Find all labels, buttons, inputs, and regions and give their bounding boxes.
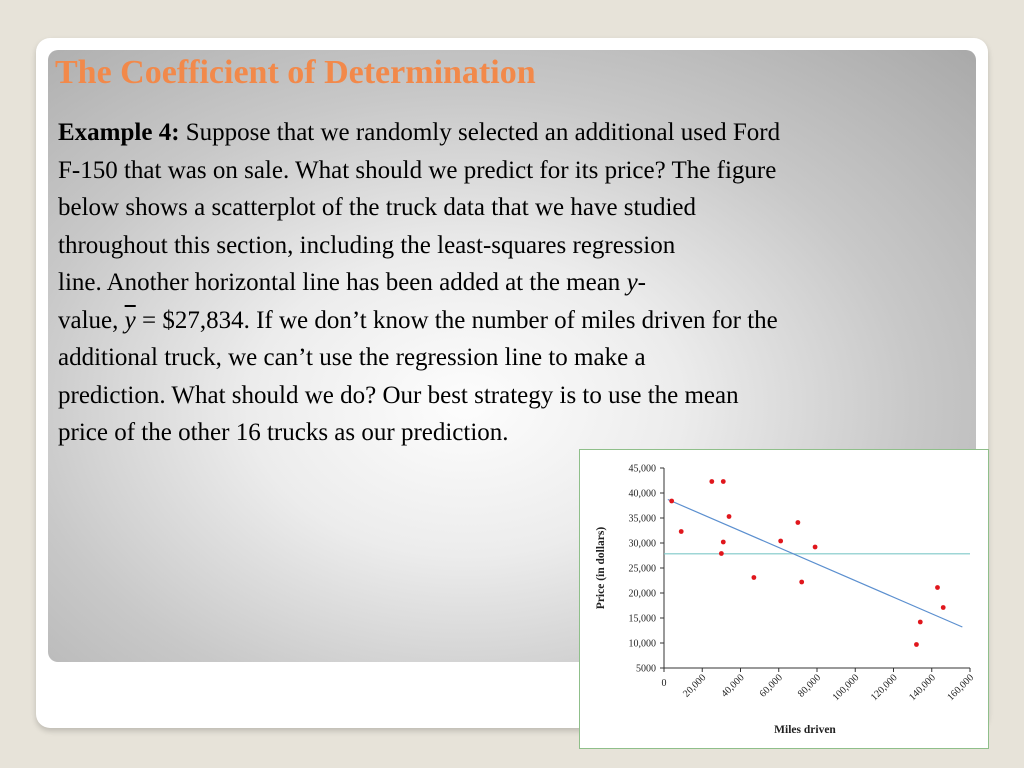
example-label: Example 4: bbox=[58, 119, 180, 146]
data-point bbox=[941, 605, 946, 610]
body-line-1: Example 4: Suppose that we randomly selected an additional used Ford bbox=[58, 119, 781, 146]
x-tick-label: 60,000 bbox=[757, 672, 785, 700]
data-point bbox=[679, 529, 684, 534]
data-point bbox=[799, 580, 804, 585]
x-tick-label: 0 bbox=[661, 678, 667, 689]
y-tick-label: 30,000 bbox=[628, 538, 656, 550]
body-line-3: below shows a scatterplot of the truck data that we have studied bbox=[58, 194, 697, 221]
x-tick-label: 40,000 bbox=[719, 672, 747, 700]
data-point bbox=[721, 540, 726, 545]
body-line-5: line. Another horizontal line has been added at the mean y- bbox=[58, 269, 646, 296]
data-point bbox=[795, 520, 800, 525]
data-point bbox=[721, 479, 726, 484]
y-tick-label: 10,000 bbox=[628, 638, 656, 650]
x-tick-label: 160,000 bbox=[945, 672, 977, 704]
x-tick-label: 140,000 bbox=[907, 672, 938, 704]
y-tick-label: 35,000 bbox=[628, 513, 656, 525]
y-bar-symbol: $\overline{y}$ bbox=[124, 306, 136, 334]
y-tick-label: 40,000 bbox=[628, 488, 656, 500]
y-tick-label: 20,000 bbox=[628, 588, 656, 600]
y-tick-label: 5000 bbox=[636, 663, 656, 675]
y-symbol: y bbox=[626, 269, 638, 296]
data-point bbox=[918, 620, 923, 625]
data-point bbox=[914, 642, 919, 647]
data-point bbox=[751, 575, 756, 580]
data-point bbox=[935, 585, 940, 590]
body-line-4: throughout this section, including the least-squares regression bbox=[58, 231, 676, 259]
x-tick-label: 80,000 bbox=[795, 672, 824, 700]
x-tick-label: 120,000 bbox=[868, 672, 900, 704]
slide-title: The Coefficient of Determination bbox=[55, 54, 536, 91]
body-line-2: F-150 that was on sale. What should we predict for its price? The figure bbox=[58, 156, 777, 184]
regression-line bbox=[668, 500, 963, 628]
data-point bbox=[778, 539, 783, 544]
slide-body-text bbox=[58, 114, 973, 452]
data-point bbox=[669, 499, 674, 504]
data-point bbox=[727, 514, 732, 519]
y-tick-label: 25,000 bbox=[628, 563, 656, 575]
x-axis-title: Miles driven bbox=[774, 724, 836, 736]
scatterplot-figure bbox=[579, 449, 989, 749]
data-point bbox=[709, 479, 714, 484]
data-point bbox=[719, 551, 724, 556]
y-tick-label: 45,000 bbox=[628, 463, 656, 475]
y-tick-label: 15,000 bbox=[628, 613, 656, 625]
x-tick-label: 20,000 bbox=[681, 672, 709, 700]
body-line-7: additional truck, we can’t use the regression line to make a bbox=[58, 344, 646, 371]
body-line-6: value, $\overline{y}$ = $27,834. If we don’t know the number of miles driven for the bbox=[58, 306, 778, 334]
body-line-8: prediction. What should we do? Our best strategy is to use the mean bbox=[58, 381, 739, 409]
data-point bbox=[813, 545, 818, 550]
body-line-9: price of the other 16 trucks as our prediction. bbox=[58, 419, 509, 446]
x-tick-label: 100,000 bbox=[830, 672, 862, 704]
y-axis-title: Price (in dollars) bbox=[595, 526, 607, 610]
scatterplot-chart bbox=[580, 450, 988, 748]
